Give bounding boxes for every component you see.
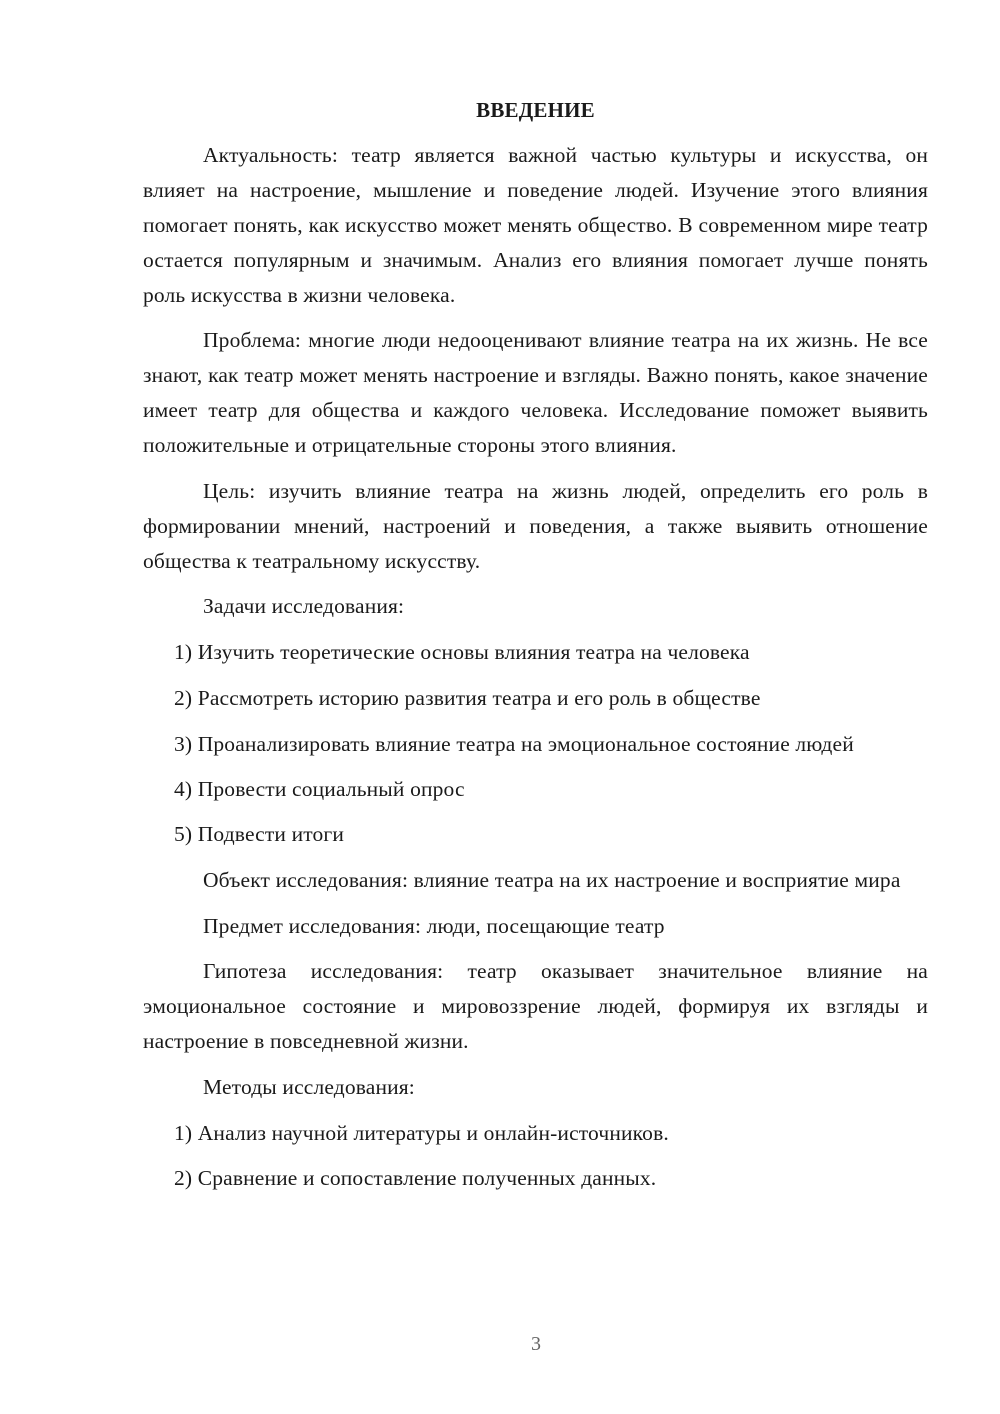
problem-paragraph: Проблема: многие люди недооценивают влияние театра на их жизнь. Не все знают, как театр может менять настроение и взгляды. Важно понять, какое значение имеет театр для общества и каждого человека. Исследование поможет выявить положительные и отрицательные стороны этого влияния. xyxy=(143,328,928,457)
task-item: 1) Изучить теоретические основы влияния театра на человека xyxy=(174,640,750,664)
section-heading: ВВЕДЕНИЕ xyxy=(476,98,595,122)
methods-heading: Методы исследования: xyxy=(203,1075,415,1099)
method-item: 2) Сравнение и сопоставление полученных данных. xyxy=(174,1166,657,1190)
tasks-heading: Задачи исследования: xyxy=(203,594,405,618)
task-item: 5) Подвести итоги xyxy=(174,822,345,846)
hypothesis-paragraph: Гипотеза исследования: театр оказывает значительное влияние на эмоциональное состояние и мировоззрение людей, формируя их взгляды и настроение в повседневной жизни. xyxy=(143,959,928,1053)
subject-paragraph: Предмет исследования: люди, посещающие театр xyxy=(203,914,665,938)
task-item: 2) Рассмотреть историю развития театра и его роль в обществе xyxy=(174,686,761,710)
task-item: 3) Проанализировать влияние театра на эмоциональное состояние людей xyxy=(174,732,854,756)
object-paragraph: Объект исследования: влияние театра на их настроение и восприятие мира xyxy=(203,868,901,892)
goal-paragraph: Цель: изучить влияние театра на жизнь людей, определить его роль в формировании мнений, настроений и поведения, а также выявить отношение общества к театральному искусству. xyxy=(143,479,928,573)
method-item: 1) Анализ научной литературы и онлайн-источников. xyxy=(174,1121,669,1145)
page-number: 3 xyxy=(531,1333,541,1355)
relevance-paragraph: Актуальность: театр является важной частью культуры и искусства, он влияет на настроение, мышление и поведение людей. Изучение этого влияния помогает понять, как искусство может менять общество. В современном мире театр остается популярным и значимым. Анализ его влияния помогает лучше понять роль искусства в жизни человека. xyxy=(143,143,928,307)
document-page xyxy=(143,96,928,1196)
task-item: 4) Провести социальный опрос xyxy=(174,777,465,801)
